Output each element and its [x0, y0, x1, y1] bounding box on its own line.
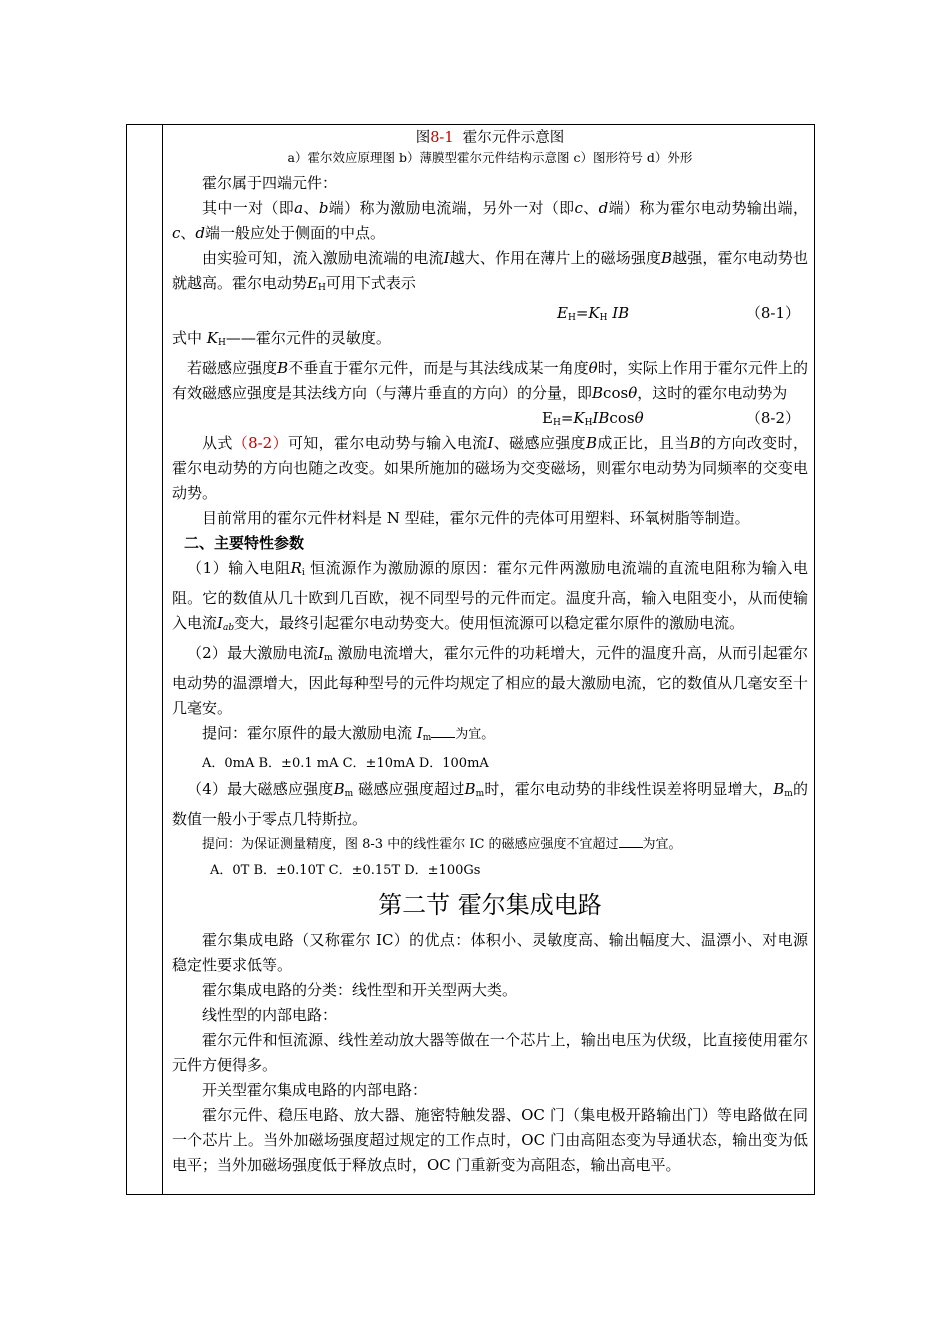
paragraph-switch-title: 开关型霍尔集成电路的内部电路： [202, 1081, 428, 1099]
content-cell [172, 125, 808, 1178]
paragraph-materials: 目前常用的霍尔元件材料是 N 型硅，霍尔元件的壳体可用塑料、环氧树脂等制造。 [202, 509, 750, 527]
paragraph-terminals: 其中一对（即a、b端）称为激励电流端，另外一对（即c、d端）称为霍尔电动势输出端，c、d端一般应处于侧面的中点。 [172, 199, 808, 242]
question-max-current: 提问：霍尔原件的最大激励电流 $I_m$ 为宜。 [202, 724, 495, 743]
paragraph-experiment: 由实验可知，流入激励电流端的电流I越大、作用在薄片上的磁场强度B越强，霍尔电动势也就越高。霍尔电动势$E_H$可用下式表示 [172, 249, 808, 293]
paragraph-proportional: 从式（8-2）可知，霍尔电动势与输入电流I、磁感应强度B成正比，且当B的方向改变时，霍尔电动势的方向也随之改变。如果所施加的磁场为交变磁场，则霍尔电动势为同频率的交变电动势。 [172, 434, 808, 502]
paragraph-angle: 若磁感应强度B不垂直于霍尔元件，而是与其法线成某一角度θ时，实际上作用于霍尔元件上的有效磁感应强度是其法线方向（与薄片垂直的方向）的分量，即Bcosθ，这时的霍尔电动势为 [172, 359, 808, 402]
question-options-2: A．0T B．±0.10T C．±0.15T D．±100Gs [210, 863, 481, 878]
answer-blank [431, 725, 455, 738]
figure-title: 图8-1 霍尔元件示意图 [415, 130, 565, 146]
paragraph-sensitivity: 式中 $K_H——$霍尔元件的灵敏度。 [172, 329, 391, 348]
paragraph-input-resistance: （1）输入电阻$R_i$ 恒流源作为激励源的原因：霍尔元件两激励电流端的直流电阻称为输入电阻。它的数值从几十欧到几百欧，视不同型号的元件而定。温度升高，输入电阻变小，从而使输入电流$I_{ab}$变大，最终引起霍尔电动势变大。使用恒流源可以稳定霍尔原件的激励电流。 [172, 559, 809, 633]
paragraph-four-terminal: 霍尔属于四端元件： [202, 174, 338, 192]
question-options-1: A．0mA B．±0.1 mA C．±10mA D．100mA [202, 756, 489, 771]
equation-formula: $E_H=K_H$ IB [557, 304, 630, 323]
paragraph-max-current: （2）最大激励电流$I_m$ 激励电流增大，霍尔元件的功耗增大，元件的温度升高，从而引起霍尔电动势的温漂增大，因此每种型号的元件均规定了相应的最大激励电流，它的数值从几毫安至十几毫安。 [172, 644, 808, 717]
section-title: 第二节 霍尔集成电路 [378, 891, 602, 919]
section-heading-params: 二、主要特性参数 [184, 534, 305, 552]
paragraph-switch-body: 霍尔元件、稳压电路、放大器、施密特触发器、OC 门（集电极开路输出门）等电路做在同一个芯片上。当外加磁场强度超过规定的工作点时，OC 门由高阻态变为导通状态，输出变为低电平；当外加磁场强度低于释放点时，OC 门重新变为高阻态，输出高电平。 [172, 1106, 808, 1174]
table-frame [126, 124, 815, 1195]
left-column [127, 125, 163, 1194]
equation-number: （8-1） [745, 304, 800, 322]
paragraph-max-field: （4）最大磁感应强度$B_m$ 磁感应强度超过$B_m$时，霍尔电动势的非线性误差将明显增大，$B_m$的数值一般小于零点几特斯拉。 [172, 780, 808, 828]
answer-blank [619, 835, 643, 848]
equation-number: （8-2） [745, 409, 800, 427]
equation-8-1 [172, 301, 808, 326]
equation-8-2 [172, 406, 808, 431]
paragraph-ic-advantages: 霍尔集成电路（又称霍尔 IC）的优点：体积小、灵敏度高、输出幅度大、温漂小、对电源稳定性要求低等。 [172, 931, 808, 974]
equation-formula: $E_H=K_HIBcos\theta$ [542, 409, 644, 428]
question-field-limit: 提问：为保证测量精度，图 8-3 中的线性霍尔 IC 的磁感应强度不宜超过 为宜。 [202, 837, 682, 852]
paragraph-linear-body: 霍尔元件和恒流源、线性差动放大器等做在一个芯片上，输出电压为伏级，比直接使用霍尔元件方便得多。 [172, 1031, 808, 1074]
paragraph-linear-title: 线性型的内部电路： [202, 1006, 338, 1024]
figure-caption: a）霍尔效应原理图 b）薄膜型霍尔元件结构示意图 c）图形符号 d）外形 [287, 150, 693, 165]
paragraph-ic-types: 霍尔集成电路的分类：线性型和开关型两大类。 [202, 981, 518, 999]
